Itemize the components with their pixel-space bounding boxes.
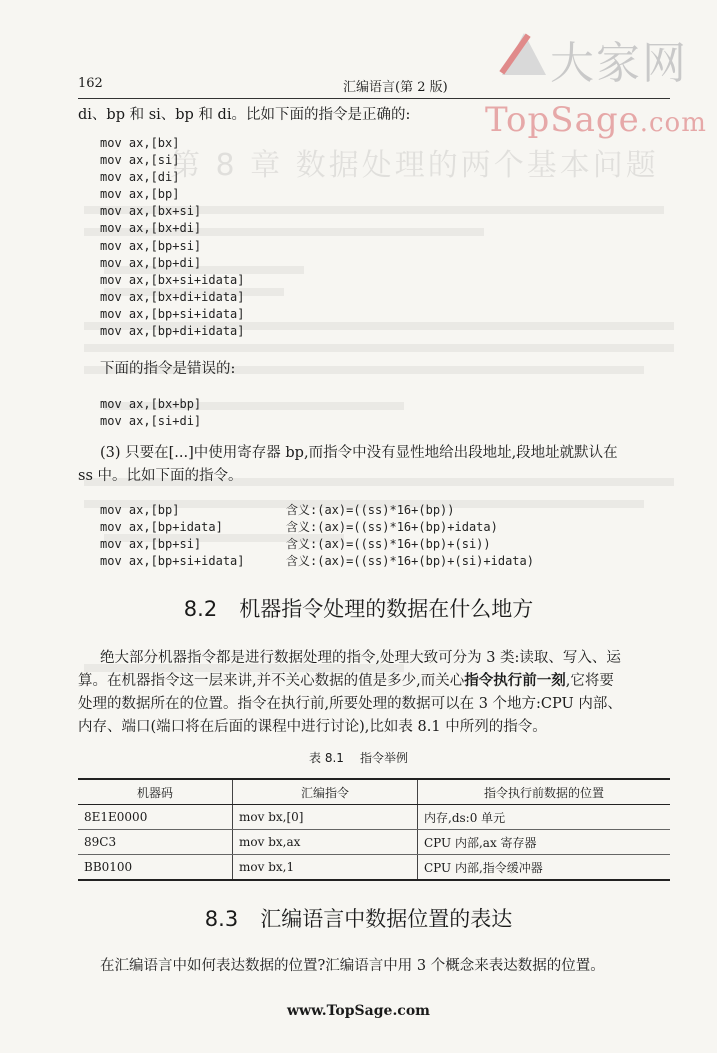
section-title: 机器指令处理的数据在什么地方 — [239, 597, 534, 621]
section-number: 8.3 — [204, 907, 239, 931]
para-text: 算。在机器指令这一层来讲,并不关心数据的值是多少,而关心 — [78, 673, 465, 689]
meaning-code-block — [100, 502, 660, 570]
intro-line: di、bp 和 si、bp 和 di。比如下面的指令是正确的: — [78, 107, 411, 123]
code-line: mov ax,[si] — [100, 153, 180, 168]
code-line — [100, 502, 660, 519]
table-cell: mov bx,1 — [233, 855, 418, 881]
table-cell: BB0100 — [78, 855, 233, 881]
wrong-intro: 下面的指令是错误的: — [100, 361, 236, 377]
instruction-table — [78, 778, 670, 881]
code-line: mov ax,[si+di] — [100, 414, 202, 429]
table-cell: 8E1E0000 — [78, 805, 233, 830]
code-instruction: mov ax,[bp+idata] — [100, 520, 223, 535]
table-cell: 89C3 — [78, 830, 233, 855]
code-line: mov ax,[bx+si+idata] — [100, 272, 245, 287]
code-line — [100, 553, 660, 570]
section-8-2-para-line1: 绝大部分机器指令都是进行数据处理的指令,处理大致可分为 3 类:读取、写入、运 — [100, 650, 621, 666]
running-header — [78, 76, 670, 98]
code-line: mov ax,[bp+di] — [100, 255, 202, 270]
table-row — [78, 830, 670, 855]
code-instruction: mov ax,[bp] — [100, 503, 180, 517]
code-line: mov ax,[bx] — [100, 136, 180, 150]
code-meaning: 含义:(ax)=((ss)*16+(bp)+(si)) — [286, 537, 491, 552]
table-label: 表 8.1 — [309, 751, 344, 765]
code-meaning: 含义:(ax)=((ss)*16+(bp)) — [286, 503, 455, 517]
table-caption — [0, 749, 717, 766]
table-caption-text: 指令举例 — [359, 751, 408, 765]
header-cell: 机器码 — [78, 779, 233, 805]
table-cell: mov bx,ax — [233, 830, 418, 855]
code-line — [100, 536, 660, 553]
table-row — [78, 805, 670, 830]
table-cell: CPU 内部,ax 寄存器 — [418, 830, 671, 855]
watermark-logo-text: 大家网 — [550, 38, 688, 89]
header-cell: 指令执行前数据的位置 — [418, 779, 671, 805]
code-meaning: 含义:(ax)=((ss)*16+(bp)+idata) — [286, 520, 498, 535]
code-line: mov ax,[bx+si] — [100, 204, 202, 219]
code-instruction: mov ax,[bp+si+idata] — [100, 554, 245, 569]
page-number: 162 — [78, 76, 103, 91]
code-line: mov ax,[bp+si] — [100, 238, 202, 253]
point3-line2: ss 中。比如下面的指令。 — [78, 468, 243, 484]
section-8-2-heading — [0, 593, 717, 623]
code-line: mov ax,[bp+si+idata] — [100, 306, 245, 321]
code-line: mov ax,[bp+di+idata] — [100, 324, 245, 339]
wrong-code-block — [100, 396, 201, 430]
watermark-site-suffix: .com — [639, 108, 707, 138]
running-title: 汇编语言(第 2 版) — [343, 80, 448, 95]
code-line: mov ax,[di] — [100, 170, 180, 185]
section-8-3-para: 在汇编语言中如何表达数据的位置?汇编语言中用 3 个概念来表达数据的位置。 — [100, 958, 605, 974]
section-8-2-para-line2 — [78, 670, 614, 692]
code-line — [100, 519, 660, 536]
code-line: mov ax,[bp] — [100, 187, 180, 202]
correct-code-block — [100, 135, 245, 340]
point3-line1: (3) 只要在[...]中使用寄存器 bp,而指令中没有显性地给出段地址,段地址就默认在 — [100, 445, 618, 461]
table-row — [78, 855, 670, 881]
code-instruction: mov ax,[bp+si] — [100, 537, 202, 552]
footer-url: www.TopSage.com — [287, 1003, 430, 1019]
emphasis-text: 指令执行前一刻 — [464, 673, 566, 689]
bleed-through-line — [84, 344, 674, 352]
table-cell: CPU 内部,指令缓冲器 — [418, 855, 671, 881]
code-line: mov ax,[bx+di] — [100, 221, 202, 236]
header-rule — [78, 98, 670, 99]
code-line: mov ax,[bx+bp] — [100, 397, 202, 411]
bleed-through-title: 第 8 章 数据处理的两个基本问题 — [170, 148, 659, 183]
para-text: ,它将要 — [565, 673, 614, 689]
watermark-site-name: TopSage — [485, 100, 640, 140]
section-8-2-para-line3: 处理的数据所在的位置。指令在执行前,所要处理的数据可以在 3 个地方:CPU 内部、 — [78, 696, 622, 712]
section-8-3-heading — [0, 903, 717, 933]
table-header-row — [78, 779, 670, 805]
code-line: mov ax,[bx+di+idata] — [100, 289, 245, 304]
section-title: 汇编语言中数据位置的表达 — [260, 907, 513, 931]
section-8-2-para-line4: 内存、端口(端口将在后面的课程中进行讨论),比如表 8.1 中所列的指令。 — [78, 719, 547, 735]
table-cell: mov bx,[0] — [233, 805, 418, 830]
section-number: 8.2 — [183, 597, 218, 621]
table-cell: 内存,ds:0 单元 — [418, 805, 671, 830]
code-meaning: 含义:(ax)=((ss)*16+(bp)+(si)+idata) — [286, 554, 534, 569]
watermark-site — [485, 100, 707, 140]
header-cell: 汇编指令 — [233, 779, 418, 805]
